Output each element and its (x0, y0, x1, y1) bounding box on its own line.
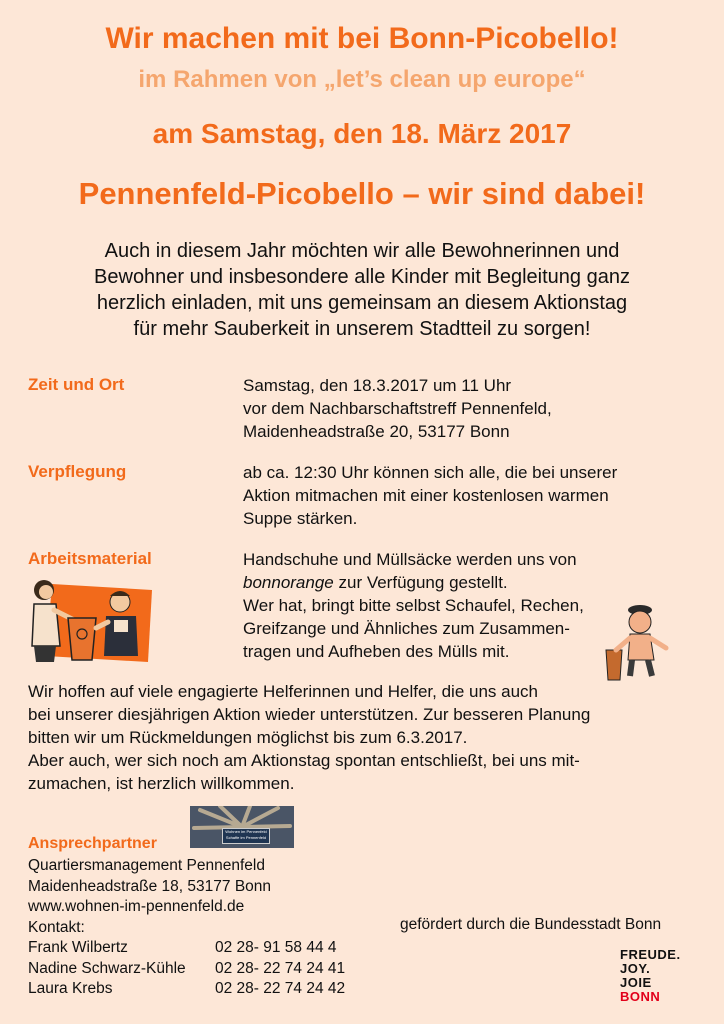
contact-person-phone: 02 28- 22 74 24 42 (215, 980, 346, 997)
section-line: ab ca. 12:30 Uhr können sich alle, die bei unserer (243, 463, 618, 482)
contact-label: Ansprechpartner (28, 835, 157, 852)
section-label-zeit: Zeit und Ort (28, 375, 125, 394)
logo-line: JOIE (620, 975, 652, 990)
closing-paragraph (28, 680, 590, 795)
contact-person-row (28, 938, 337, 959)
section-line: Wer hat, bringt bitte selbst Schaufel, Rechen, (243, 596, 584, 615)
section-line: Greifzange und Ähnliches zum Zusammen- (243, 619, 570, 638)
contact-person-row (28, 959, 346, 980)
logo-line: JOY. (620, 961, 651, 976)
section-line: Samstag, den 18.3.2017 um 11 Uhr (243, 376, 512, 395)
people-trash-illustration (22, 576, 154, 666)
event-date: am Samstag, den 18. März 2017 (152, 118, 572, 149)
section-line: Maidenheadstraße 20, 53177 Bonn (243, 422, 510, 441)
page-subtitle: im Rahmen von „let’s clean up europe“ (138, 66, 586, 93)
section-label-verpflegung: Verpflegung (28, 462, 127, 481)
contact-person-phone: 02 28- 22 74 24 41 (215, 959, 346, 977)
closing-line: Wir hoffen auf viele engagierte Helferinnen und Helfer, die uns auch (28, 682, 539, 701)
contact-person-name: Nadine Schwarz-Kühle (28, 959, 186, 977)
contact-person-row (28, 979, 346, 1000)
intro-text (40, 238, 684, 342)
page-title: Wir machen mit bei Bonn-Picobello! (105, 22, 619, 55)
section-line: tragen und Aufheben des Mülls mit. (243, 642, 510, 661)
contact-website-link[interactable]: www.wohnen-im-pennenfeld.de (28, 898, 245, 915)
wohnen-pennenfeld-logo (190, 806, 294, 848)
bonn-freude-logo (620, 948, 681, 1004)
section-line: Suppe stärken. (243, 509, 358, 528)
closing-line: bei unserer diesjährigen Aktion wieder unterstützen. Zur besseren Planung (28, 705, 591, 724)
section-verpflegung-text (243, 461, 617, 530)
child-sweeping-illustration (600, 604, 680, 684)
logo-line: Schaffe im Pennenfeld (225, 835, 267, 840)
intro-line: Bewohner und insbesondere alle Kinder mit Begleitung ganz (94, 266, 630, 288)
section-line: vor dem Nachbarschaftstreff Pennenfeld, (243, 399, 552, 418)
sponsor-note: gefördert durch die Bundesstadt Bonn (400, 916, 662, 933)
contact-block (28, 856, 346, 1000)
logo-line: BONN (620, 989, 661, 1004)
intro-line: für mehr Sauberkeit in unserem Stadtteil zu sorgen! (133, 318, 591, 340)
bonnorange-name: bonnorange (243, 573, 334, 592)
logo-line: Wohnen im Pennenfeld (225, 829, 267, 834)
closing-line: zumachen, ist herzlich willkommen. (28, 774, 295, 793)
contact-person-name: Frank Wilbertz (28, 939, 128, 956)
section-label-arbeitsmaterial: Arbeitsmaterial (28, 549, 152, 568)
closing-line: bitten wir um Rückmeldungen möglichst bis zum 6.3.2017. (28, 728, 468, 747)
section-line: bonnorange zur Verfügung gestellt. (243, 573, 508, 592)
contact-kontakt-label: Kontakt: (28, 918, 85, 936)
contact-person-phone: 02 28- 91 58 44 4 (215, 939, 337, 956)
contact-address: Maidenheadstraße 18, 53177 Bonn (28, 877, 272, 895)
closing-line: Aber auch, wer sich noch am Aktionstag spontan entschließt, bei uns mit- (28, 751, 580, 770)
contact-person-name: Laura Krebs (28, 980, 113, 997)
event-slogan: Pennenfeld-Picobello – wir sind dabei! (78, 176, 646, 211)
logo-line: FREUDE. (620, 947, 681, 962)
section-line: Aktion mitmachen mit einer kostenlosen warmen (243, 486, 609, 505)
section-zeit-text (243, 374, 552, 443)
contact-org: Quartiersmanagement Pennenfeld (28, 857, 265, 874)
intro-line: Auch in diesem Jahr möchten wir alle Bewohnerinnen und (104, 240, 620, 262)
intro-line: herzlich einladen, mit uns gemeinsam an diesem Aktionstag (96, 292, 628, 314)
section-line: Handschuhe und Müllsäcke werden uns von (243, 550, 577, 569)
section-arbeitsmaterial-text (243, 548, 584, 663)
